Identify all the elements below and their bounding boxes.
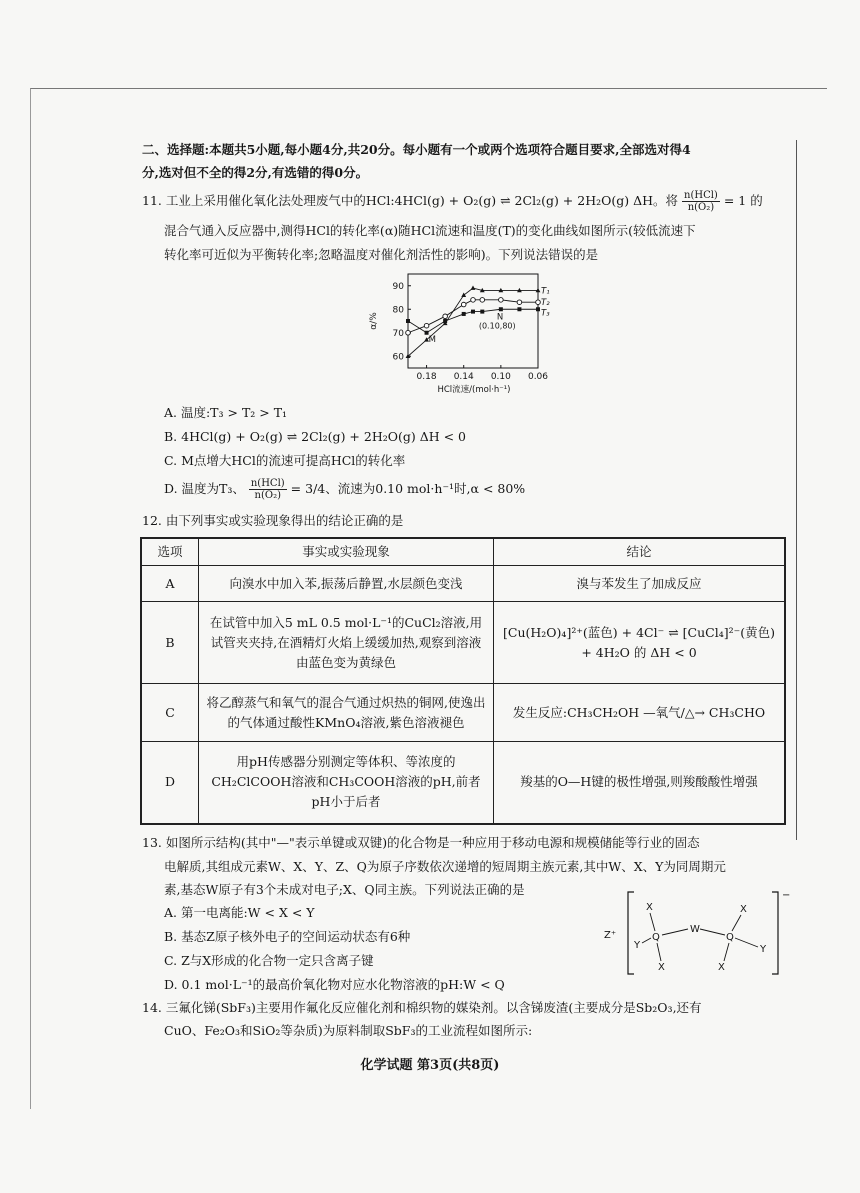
data-point-3 [480,310,484,314]
row-option: D [141,742,199,824]
row-conclusion: [Cu(H₂O)₄]²⁺(蓝色) + 4Cl⁻ ⇌ [CuCl₄]²⁻(黄色) + 4H₂O 的 ΔH < 0 [494,602,786,684]
q11-option-d-num: n(HCl) [250,478,285,489]
y-tick-label: 90 [392,281,404,292]
q11-option-a: A. 温度:T₃ > T₂ > T₁ [164,405,288,420]
q12-table [140,537,786,825]
struct-x-right-bottom: X [718,962,725,973]
data-point-2 [424,323,429,328]
q11-stem: 11. 工业上采用催化氧化法处理废气中的HCl:4HCl(g) + O₂(g) ⇌ 2Cl₂(g) + 2H₂O(g) ΔH。将 [142,193,679,208]
section-title-2: 分,选对但不全的得2分,有选错的得0分。 [142,165,369,180]
row-conclusion: 溴与苯发生了加成反应 [494,566,786,602]
row-conclusion: 发生反应:CH₃CH₂OH —氧气/△→ CH₃CHO [494,684,786,742]
annotation-n: N [496,312,504,323]
q14-line1: 14. 三氟化锑(SbF₃)主要用作氟化反应催化剂和棉织物的媒染剂。以含锑废渣(主要成分是Sb₂O₃,还有 [142,1000,702,1015]
x-axis-label: HCl流速/(mol·h⁻¹) [437,385,511,395]
margin-line [796,140,797,840]
data-point-2 [461,302,466,307]
q13-line1: 13. 如图所示结构(其中"—"表示单键或双键)的化合物是一种应用于移动电源和规模储能等行业的固态 [142,835,700,850]
q11-option-d-start: D. 温度为T₃、 [164,481,245,496]
row-option: A [141,566,199,602]
q11-ratio [682,190,720,213]
y-tick-label: 80 [392,305,404,316]
y-tick-label: 70 [392,328,404,339]
q11-option-b: B. 4HCl(g) + O₂(g) ⇌ 2Cl₂(g) + 2H₂O(g) ΔH < 0 [164,429,467,444]
row-fact: 用pH传感器分别测定等体积、等浓度的CH₂ClCOOH溶液和CH₃COOH溶液的pH,前者pH小于后者 [199,742,494,824]
hcl-conversion-chart [360,268,560,398]
data-point-2 [499,298,504,303]
struct-y-right: Y [760,944,767,955]
row-fact: 向溴水中加入苯,振荡后静置,水层颜色变浅 [199,566,494,602]
header-fact: 事实或实验现象 [199,538,494,566]
page-footer: 化学试题 第3页(共8页) [360,1058,500,1073]
annotation-n-coords: (0.10,80) [478,321,516,331]
q11-ratio-value: = 1 的 [723,193,763,208]
q11-line3: 转化率可近似为平衡转化率;忽略温度对催化剂活性的影响)。下列说法错误的是 [164,247,599,262]
data-point-3 [462,312,466,316]
data-point-2 [406,330,411,335]
struct-w: W [690,924,700,935]
q13-option-b: B. 基态Z原子核外电子的空间运动状态有6种 [164,929,411,944]
table-row [141,566,785,602]
q11-ratio-num: n(HCl) [684,190,718,201]
q12-title: 12. 由下列事实或实验现象得出的结论正确的是 [142,513,404,528]
q11-option-d [164,478,525,501]
data-point-2 [517,300,522,305]
data-point-2 [471,298,476,303]
series-label-1: T₁ [541,286,550,297]
struct-q-left: Q [652,932,660,943]
y-tick-label: 60 [392,352,404,363]
data-point-3 [443,319,447,323]
table-row [141,742,785,824]
x-tick-label: 0.10 [490,372,511,382]
data-point-2 [536,300,541,305]
data-point-1 [471,286,476,290]
row-conclusion: 羧基的O—H键的极性增强,则羧酸酸性增强 [494,742,786,824]
struct-x-left-bottom: X [658,962,665,973]
x-tick-label: 0.06 [527,372,549,382]
row-option: B [141,602,199,684]
y-axis-label: α/% [369,312,379,330]
x-tick-label: 0.18 [416,372,437,382]
row-fact: 在试管中加入5 mL 0.5 mol·L⁻¹的CuCl₂溶液,用试管夹夹持,在酒精灯火焰上缓缓加热,观察到溶液由蓝色变为黄绿色 [199,602,494,684]
data-point-1 [461,293,466,297]
struct-x-left-top: X [646,902,653,913]
q13-option-d: D. 0.1 mol·L⁻¹的最高价氧化物对应水化物溶液的pH:W < Q [164,977,505,992]
q11-option-c: C. M点增大HCl的流速可提高HCl的转化率 [164,453,406,468]
data-point-3 [499,307,503,311]
q13-line2: 电解质,其组成元素W、X、Y、Z、Q为原子序数依次递增的短周期主族元素,其中W、X、Y为同周期元 [164,859,726,874]
data-point-2 [443,314,448,319]
struct-x-right-top: X [740,904,747,915]
annotation-m: M [428,334,436,345]
section-title: 二、选择题:本题共5小题,每小题4分,共20分。每小题有一个或两个选项符合题目要求,全部选对得4 [142,142,691,157]
data-point-3 [406,319,410,323]
q13-option-c: C. Z与X形成的化合物一定只含离子键 [164,953,374,968]
data-point-3 [536,307,540,311]
data-point-2 [480,298,485,303]
q11-line1 [142,190,763,213]
q11-line2: 混合气通入反应器中,测得HCl的转化率(α)随HCl流速和温度(T)的变化曲线如图所示(较低流速下 [164,223,696,238]
struct-y-left: Y [634,940,641,951]
q11-ratio-den: n(O₂) [687,202,715,213]
header-conclusion: 结论 [494,538,786,566]
q11-option-d-den: n(O₂) [254,490,281,501]
q13-structure-diagram [600,888,800,978]
table-header-row [141,538,785,566]
table-row [141,684,785,742]
struct-q-right: Q [726,932,734,943]
data-point-3 [517,307,521,311]
q14-line2: CuO、Fe₂O₃和SiO₂等杂质)为原料制取SbF₃的工业流程如图所示: [164,1023,533,1038]
struct-z: Z⁺ [604,930,617,941]
row-fact: 将乙醇蒸气和氧气的混合气通过炽热的铜网,使逸出的气体通过酸性KMnO₄溶液,紫色溶液褪色 [199,684,494,742]
row-option: C [141,684,199,742]
q11-option-d-end: = 3/4、流速为0.10 mol·h⁻¹时,α < 80% [290,481,526,496]
q13-line3: 素,基态W原子有3个未成对电子;X、Q同主族。下列说法正确的是 [164,882,525,897]
series-label-2: T₂ [541,298,550,309]
table-row [141,602,785,684]
series-label-3: T₃ [541,308,550,319]
struct-charge: − [782,890,791,901]
q11-option-d-ratio [249,478,287,501]
header-option: 选项 [141,538,199,566]
data-point-3 [471,310,475,314]
q13-option-a: A. 第一电离能:W < X < Y [164,905,315,920]
x-tick-label: 0.14 [453,372,474,382]
